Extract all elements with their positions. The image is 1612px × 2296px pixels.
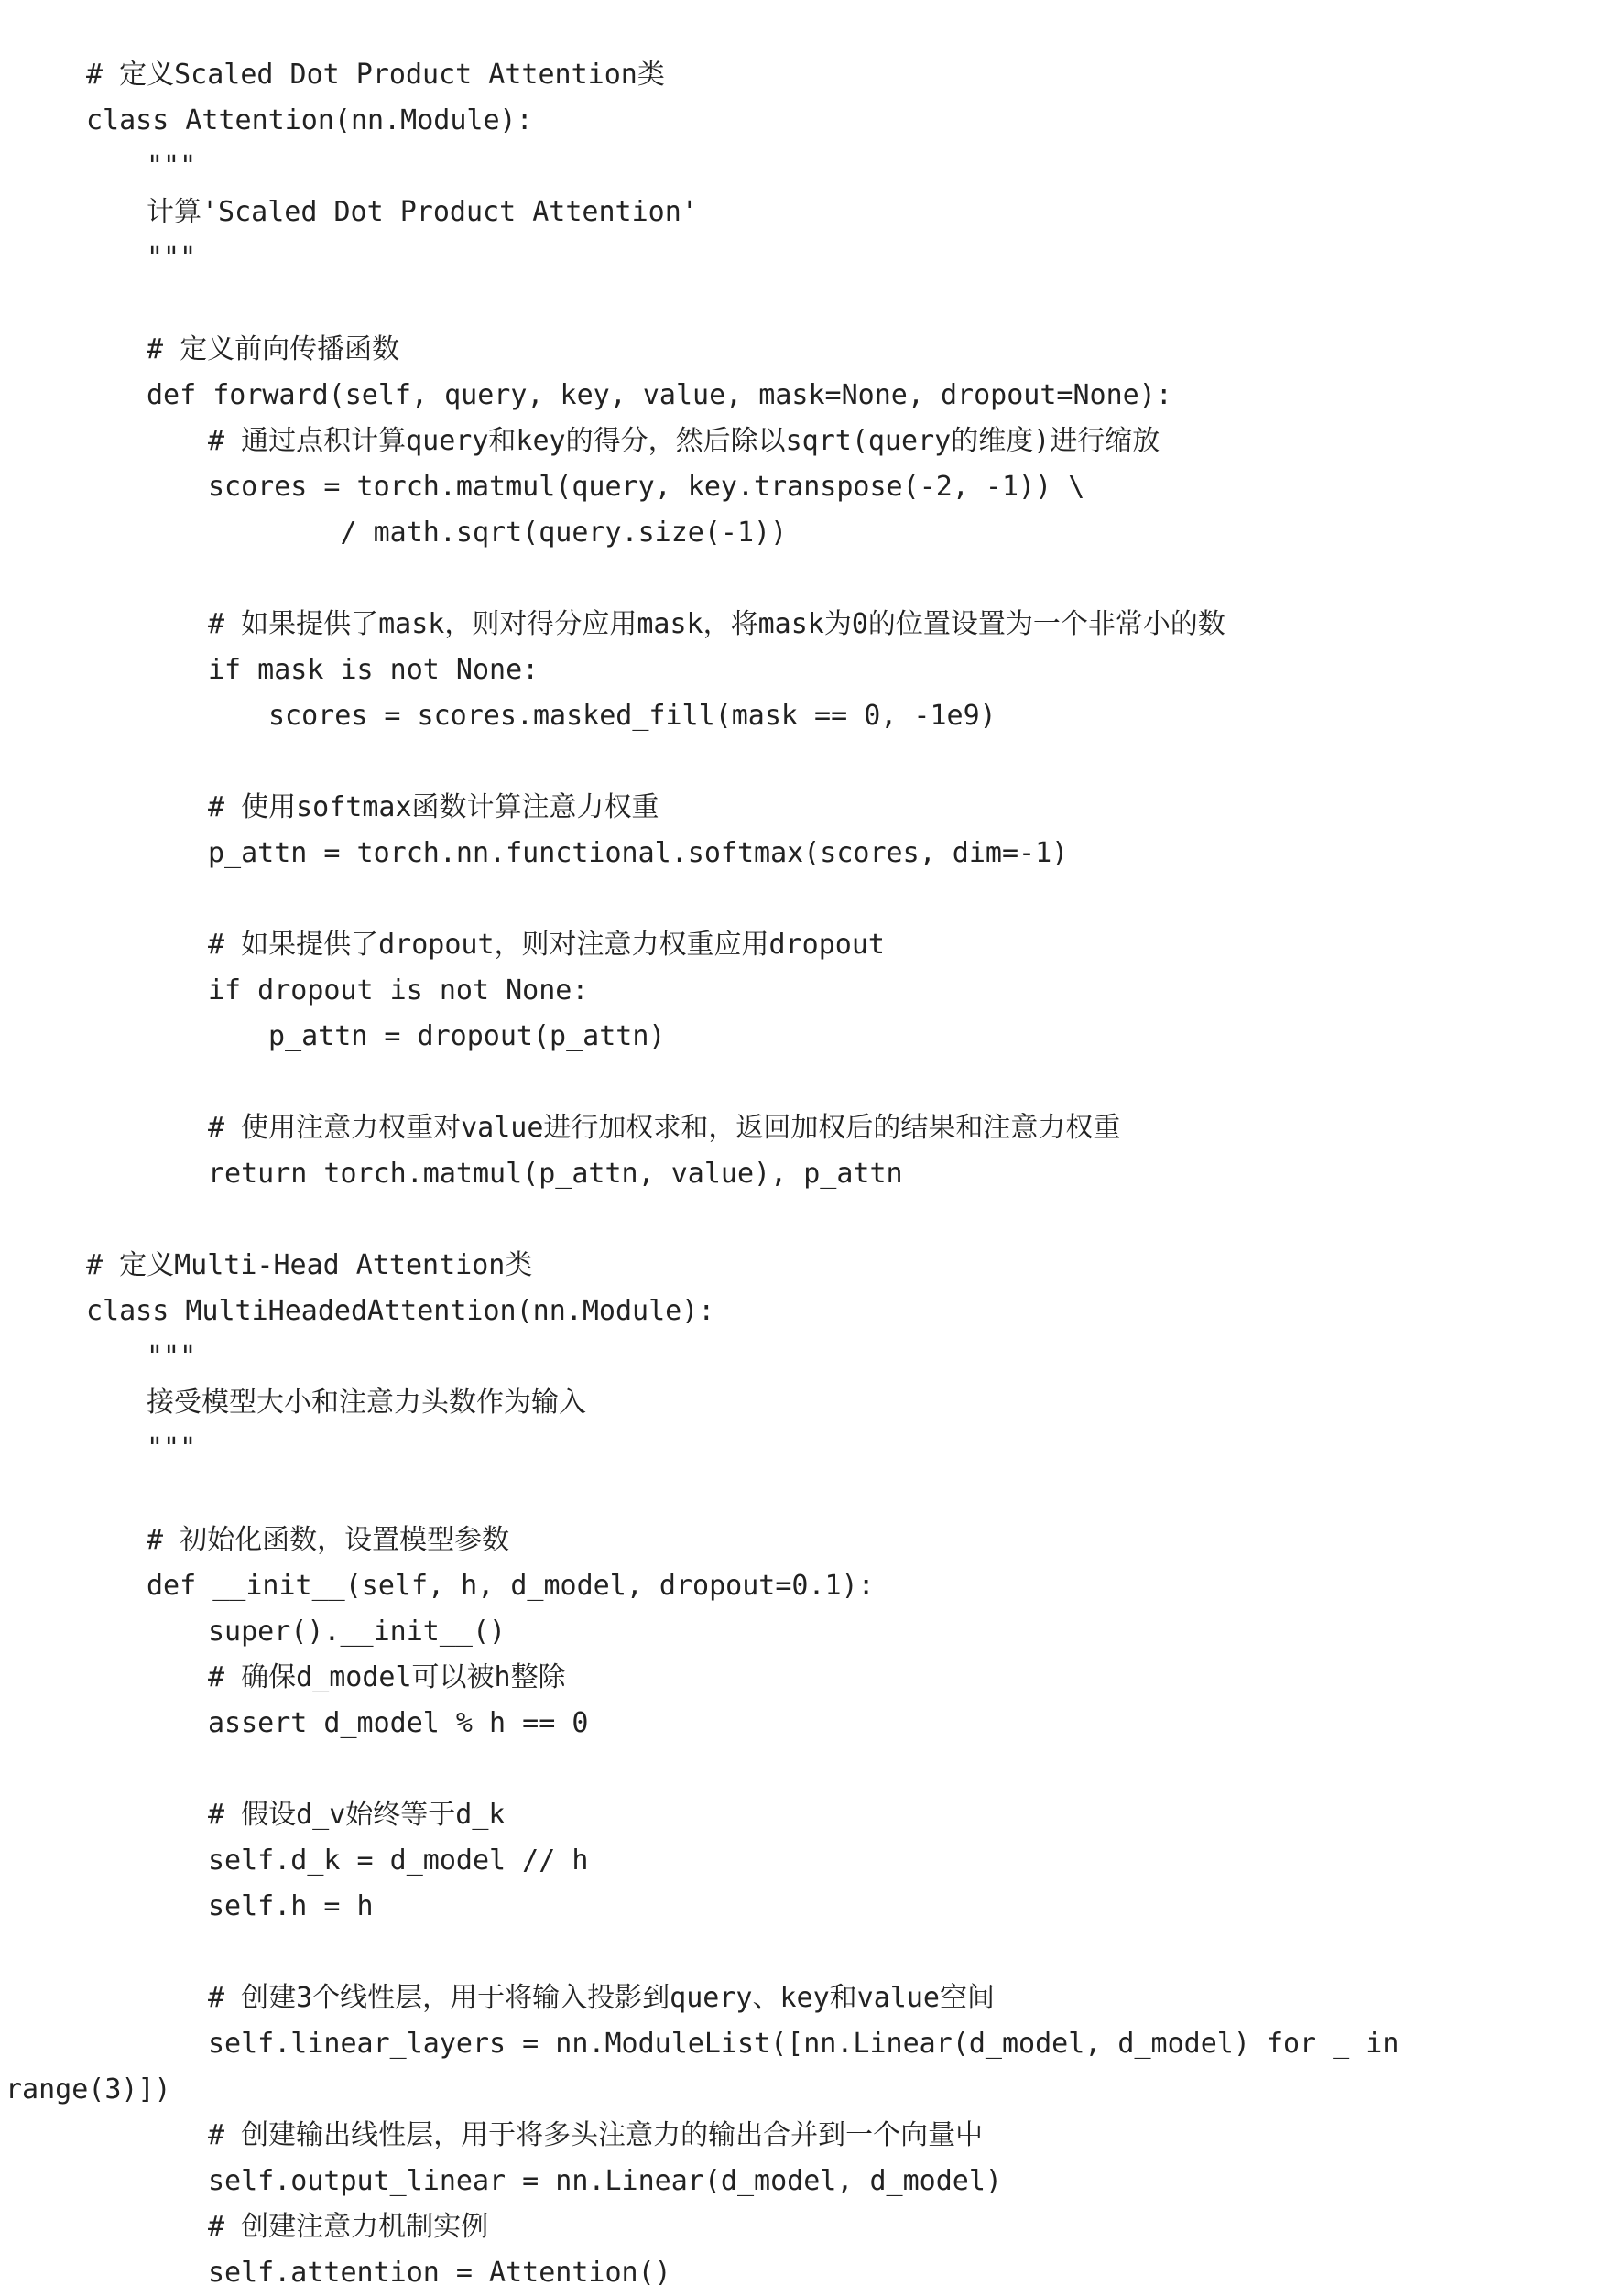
code-line: p_attn = torch.nn.functional.softmax(scores, dim=-1) <box>208 837 1069 869</box>
code-line: class MultiHeadedAttention(nn.Module): <box>86 1295 715 1327</box>
code-line: # 创建3个线性层，用于将输入投影到query、key和value空间 <box>208 1982 995 2014</box>
code-line: 计算'Scaled Dot Product Attention' <box>147 196 698 228</box>
code-line: scores = scores.masked_fill(mask == 0, -1e9) <box>268 700 997 732</box>
code-line: class Attention(nn.Module): <box>86 104 533 136</box>
code-line: # 定义Scaled Dot Product Attention类 <box>86 59 665 91</box>
code-line: scores = torch.matmul(query, key.transpose(-2, -1)) \ <box>208 471 1085 503</box>
code-line: # 确保d_model可以被h整除 <box>208 1661 566 1693</box>
code-line: p_attn = dropout(p_attn) <box>268 1020 666 1052</box>
code-line: # 创建注意力机制实例 <box>208 2211 489 2243</box>
blank-line <box>0 1197 1612 1243</box>
blank-line <box>0 1060 1612 1105</box>
code-line: # 定义Multi-Head Attention类 <box>86 1249 533 1281</box>
code-line: super().__init__() <box>208 1616 506 1648</box>
code-line: # 使用softmax函数计算注意力权重 <box>208 791 659 823</box>
code-line: def forward(self, query, key, value, mask=None, dropout=None): <box>147 379 1172 411</box>
code-line: # 使用注意力权重对value进行加权求和，返回加权后的结果和注意力权重 <box>208 1112 1121 1144</box>
blank-line <box>0 1930 1612 1975</box>
blank-line <box>0 281 1612 327</box>
code-line: def __init__(self, h, d_model, dropout=0.1): <box>147 1570 875 1602</box>
code-line: # 创建输出线性层，用于将多头注意力的输出合并到一个向量中 <box>208 2119 984 2151</box>
code-line: if dropout is not None: <box>208 974 589 1007</box>
code-line: / math.sqrt(query.size(-1)) <box>208 517 788 549</box>
blank-line <box>0 1746 1612 1792</box>
code-block <box>0 52 1612 2296</box>
code-line: # 假设d_v始终等于d_k <box>208 1799 506 1831</box>
blank-line <box>0 876 1612 922</box>
code-line: """ <box>147 1432 197 1464</box>
code-line: range(3)]) <box>5 2073 171 2106</box>
code-line: # 通过点积计算query和key的得分，然后除以sqrt(query的维度)进行缩放 <box>208 425 1160 457</box>
code-line: """ <box>147 242 197 274</box>
code-line: # 定义前向传播函数 <box>147 333 400 365</box>
code-line: # 初始化函数，设置模型参数 <box>147 1524 510 1556</box>
code-line: # 如果提供了mask，则对得分应用mask，将mask为0的位置设置为一个非常小的数 <box>208 608 1225 640</box>
code-line: assert d_model % h == 0 <box>208 1707 589 1739</box>
code-line: return torch.matmul(p_attn, value), p_attn <box>208 1158 903 1190</box>
blank-line <box>0 556 1612 602</box>
blank-line <box>0 739 1612 785</box>
code-line: self.attention = Attention() <box>208 2257 671 2289</box>
code-line: 接受模型大小和注意力头数作为输入 <box>147 1387 586 1419</box>
code-line: self.d_k = d_model // h <box>208 1844 589 1877</box>
code-line: # 如果提供了dropout，则对注意力权重应用dropout <box>208 929 885 961</box>
blank-line <box>0 1472 1612 1518</box>
code-line: """ <box>147 150 197 182</box>
code-line: self.h = h <box>208 1890 374 1922</box>
code-line: if mask is not None: <box>208 654 539 686</box>
code-line: self.linear_layers = nn.ModuleList([nn.Linear(d_model, d_model) for _ in <box>208 2028 1400 2060</box>
code-line: """ <box>147 1341 197 1373</box>
code-line: self.output_linear = nn.Linear(d_model, d_model) <box>208 2165 1002 2197</box>
